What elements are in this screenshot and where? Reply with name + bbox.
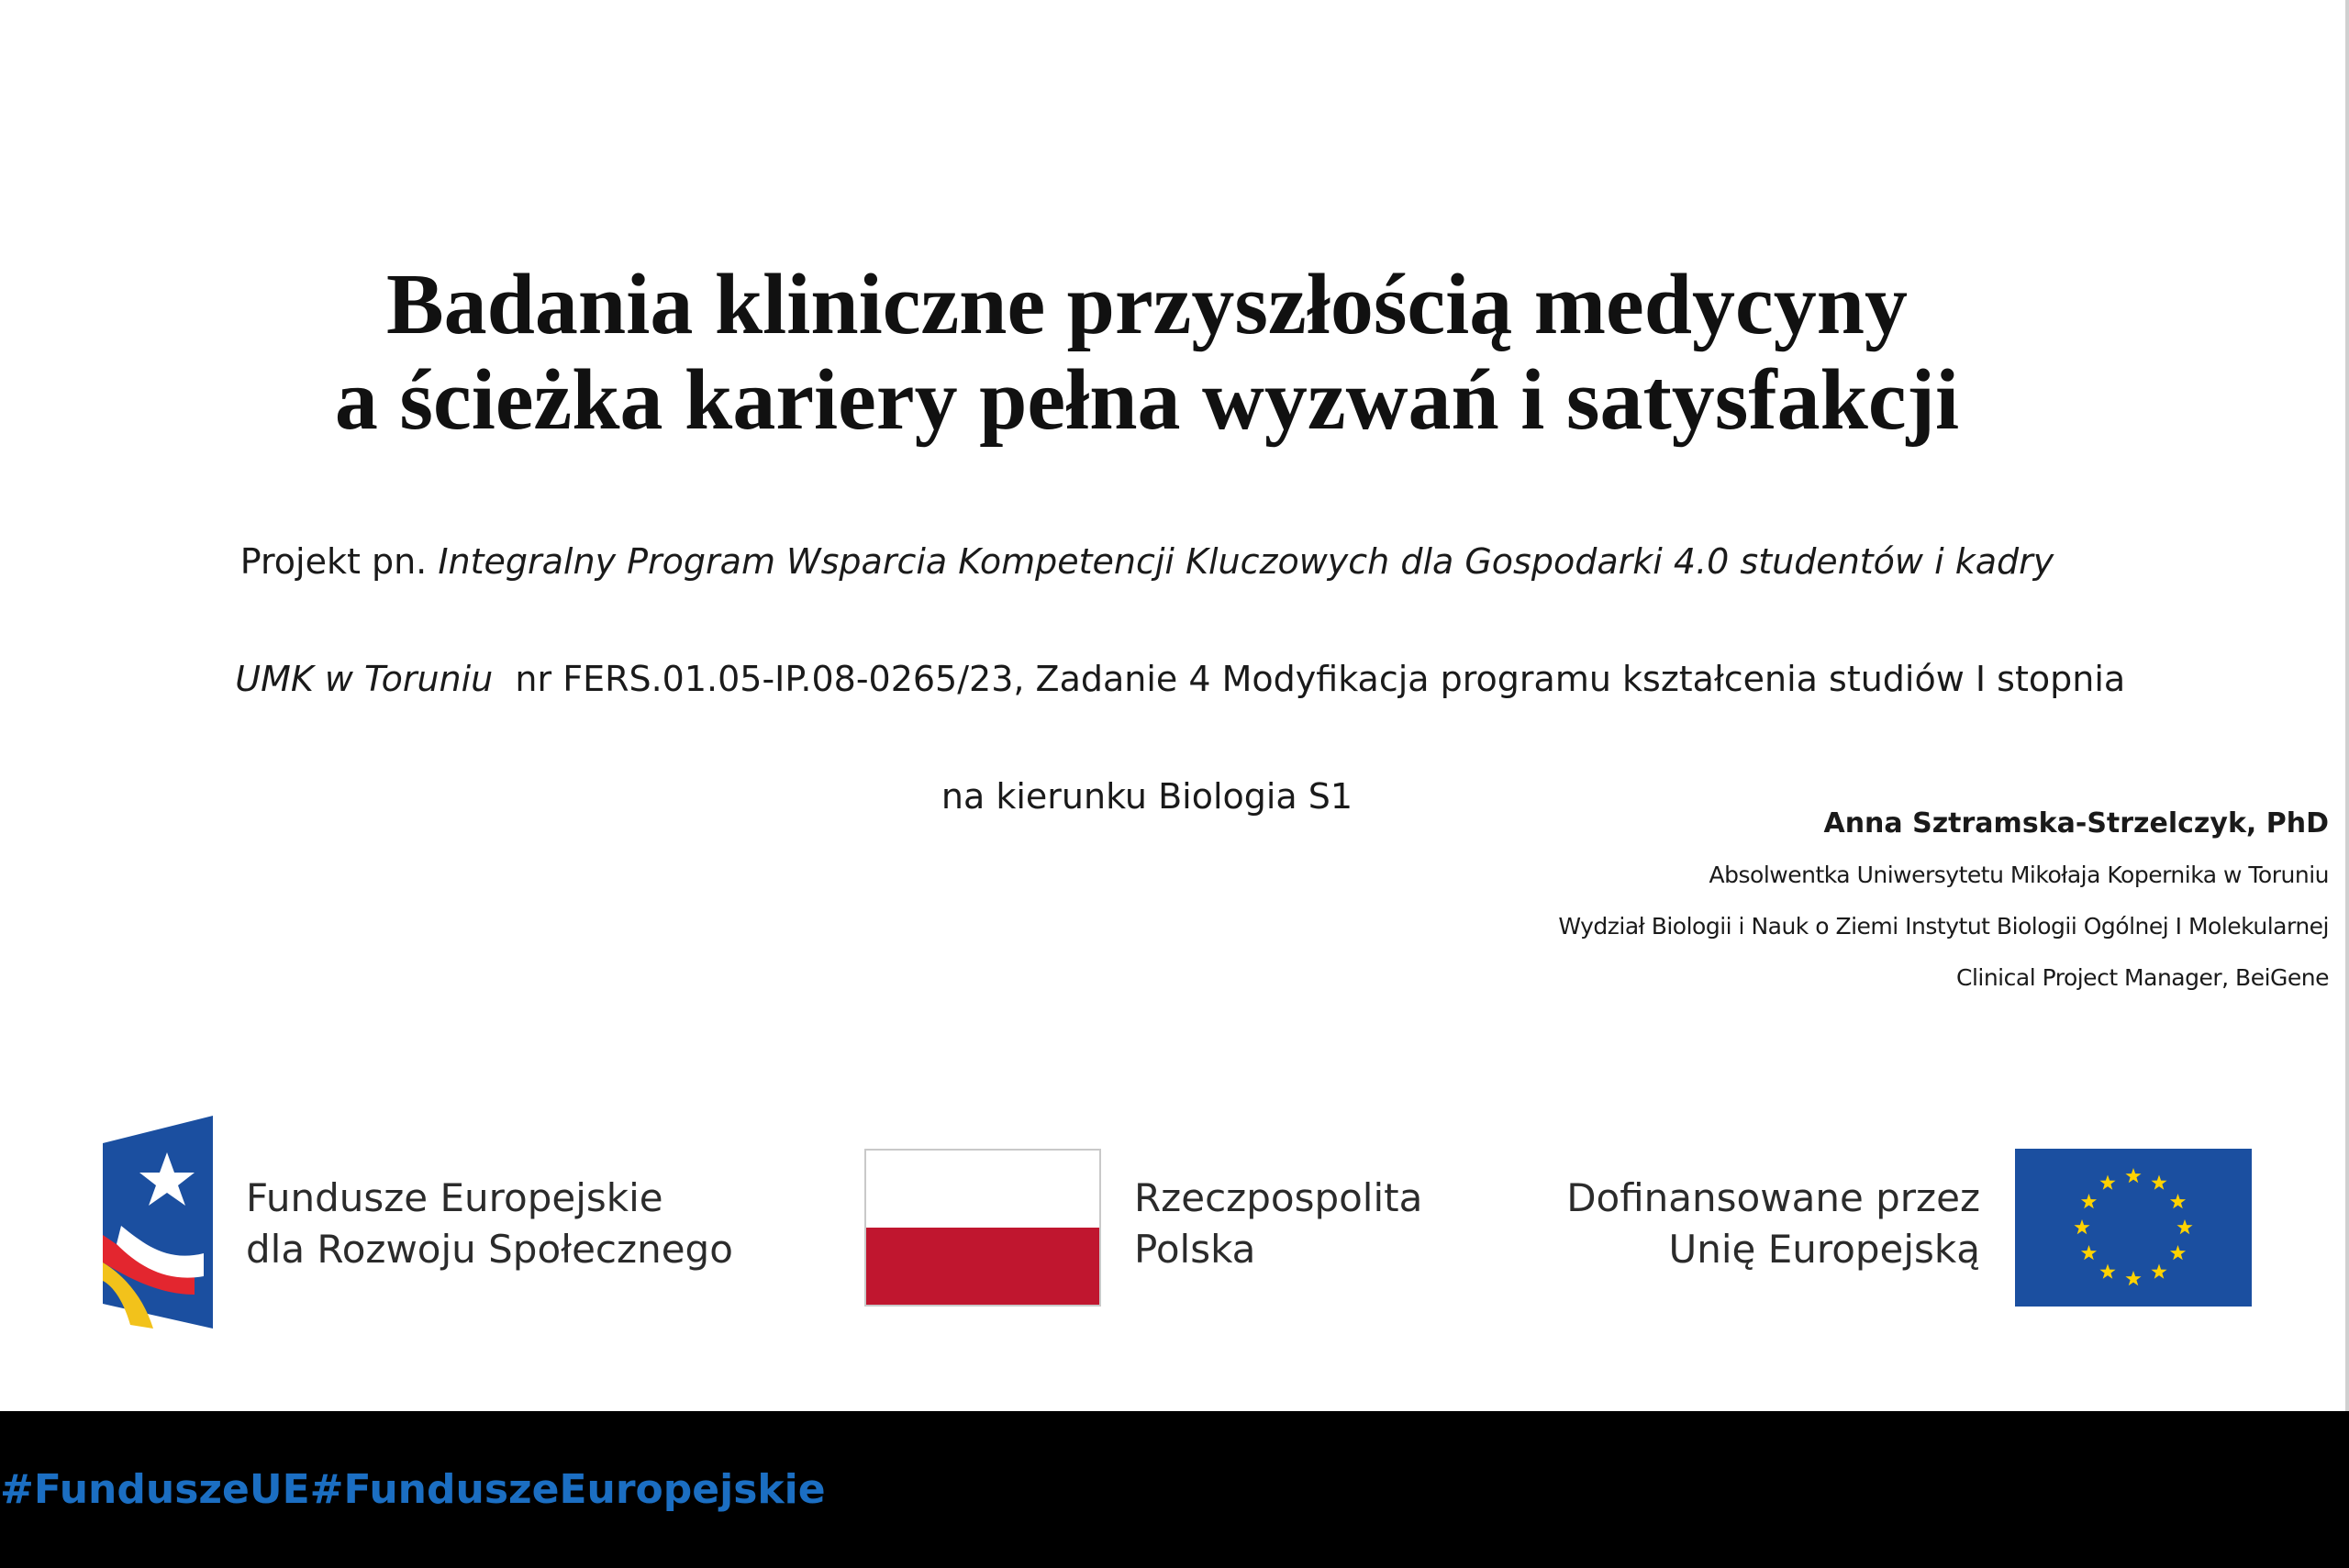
title-line-2: a ścieżka kariery pełna wyzwań i satysfakcji (334, 352, 1960, 448)
project-line3: na kierunku Biologia S1 (941, 776, 1353, 817)
author-affiliation-2: Wydział Biologii i Nauk o Ziemi Instytut Biologii Ogólnej I Molekularnej (1558, 913, 2329, 940)
fe-line-2: dla Rozwoju Społecznego (246, 1227, 733, 1272)
rp-line-2: Polska (1134, 1227, 1256, 1272)
polish-flag-icon (864, 1149, 1101, 1307)
funding-logos (0, 1110, 2349, 1330)
rp-line-1: Rzeczpospolita (1134, 1175, 1423, 1220)
author-block (1558, 798, 2329, 1004)
project-name-part2: UMK w Toruniu (235, 659, 494, 699)
eu-line-1: Dofinansowane przez (1566, 1175, 1980, 1220)
author-affiliation-1: Absolwentka Uniwersytetu Mikołaja Kopernika w Toruniu (1709, 862, 2329, 888)
author-affiliation-3: Clinical Project Manager, BeiGene (1955, 964, 2329, 991)
eu-line-2: Unię Europejską (1668, 1227, 1980, 1272)
author-name: Anna Sztramska-Strzelczyk, PhD (1823, 807, 2329, 840)
project-name-part1: Integralny Program Wsparcia Kompetencji Kluczowych dla Gospodarki 4.0 studentów i kadry (438, 541, 2054, 582)
project-description (55, 532, 2239, 826)
slide-title (0, 257, 2294, 448)
project-prefix: Projekt pn. (239, 541, 439, 582)
title-line-1: Badania kliniczne przyszłością medycyny (385, 257, 1909, 352)
fundusze-europejskie-logo-icon (103, 1116, 213, 1329)
fe-logo-text (246, 1173, 733, 1275)
fe-line-1: Fundusze Europejskie (246, 1175, 663, 1220)
project-details: nr FERS.01.05-IP.08-0265/23, Zadanie 4 Modyfikacja programu kształcenia studiów I stopnia (493, 659, 2126, 699)
eu-flag-icon (2015, 1149, 2252, 1307)
eu-logo-text (1566, 1173, 1980, 1275)
footer-hashtags: #FunduszeUE#FunduszeEuropejskie (0, 1466, 826, 1513)
rp-logo-text (1134, 1173, 1422, 1275)
